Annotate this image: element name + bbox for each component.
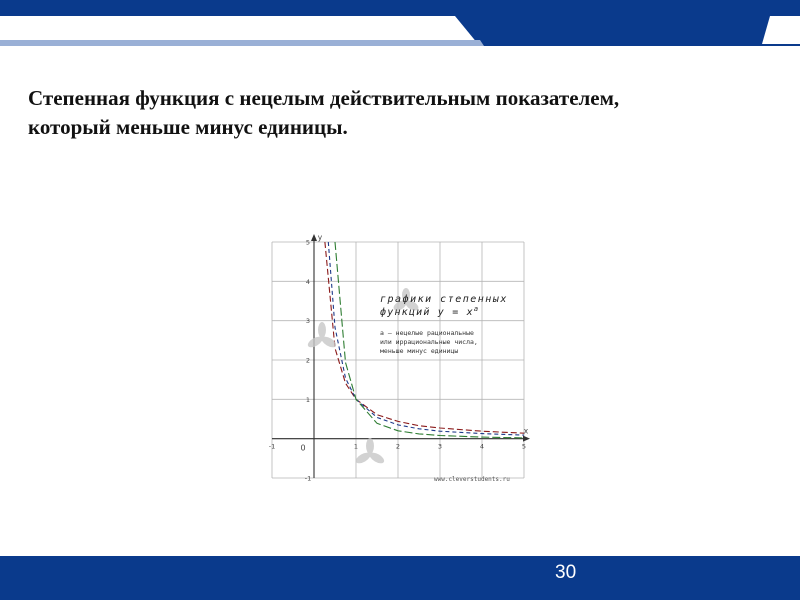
chart-watermark-url: www.cleverstudents.ru <box>434 476 510 483</box>
y-tick-label: -1 <box>304 474 312 483</box>
top-banner <box>0 0 800 46</box>
x-tick-label: 5 <box>521 442 527 451</box>
y-tick-label: 3 <box>305 317 311 326</box>
chart-title-line-2 <box>380 305 479 318</box>
x-tick-label: -1 <box>268 442 276 451</box>
origin-label: 0 <box>300 443 306 453</box>
legend-line-1: a – нецелые рациональные <box>380 329 474 337</box>
page-number: 30 <box>555 562 577 583</box>
chart-title-line-2-text: функций y = x <box>380 307 474 318</box>
bottom-banner <box>0 556 800 600</box>
y-axis-label: y <box>317 233 323 242</box>
chart-title-line-1: графики степенных <box>380 294 508 305</box>
y-tick-label: 4 <box>305 277 311 286</box>
x-tick-label: 3 <box>437 442 443 451</box>
legend-line-2: или иррациональные числа, <box>380 338 478 346</box>
chart-canvas <box>266 232 530 486</box>
slide-title-line-2: который меньше минус единицы. <box>28 115 348 139</box>
x-tick-label: 2 <box>395 442 401 451</box>
slide-title <box>28 84 768 142</box>
power-function-chart <box>266 232 530 486</box>
y-tick-label: 5 <box>305 238 311 247</box>
top-banner-light-stripe <box>0 16 478 44</box>
top-banner-shadow <box>0 40 484 46</box>
slide-title-line-1: Степенная функция с нецелым действительным показателем, <box>28 86 620 110</box>
chart-title-exponent: a <box>473 305 480 313</box>
x-tick-label: 1 <box>353 442 359 451</box>
y-tick-label: 1 <box>305 395 311 404</box>
y-tick-label: 2 <box>305 356 311 365</box>
legend-line-3: меньше минус единицы <box>380 347 459 355</box>
x-axis-label: x <box>523 426 529 436</box>
x-tick-label: 4 <box>479 442 485 451</box>
